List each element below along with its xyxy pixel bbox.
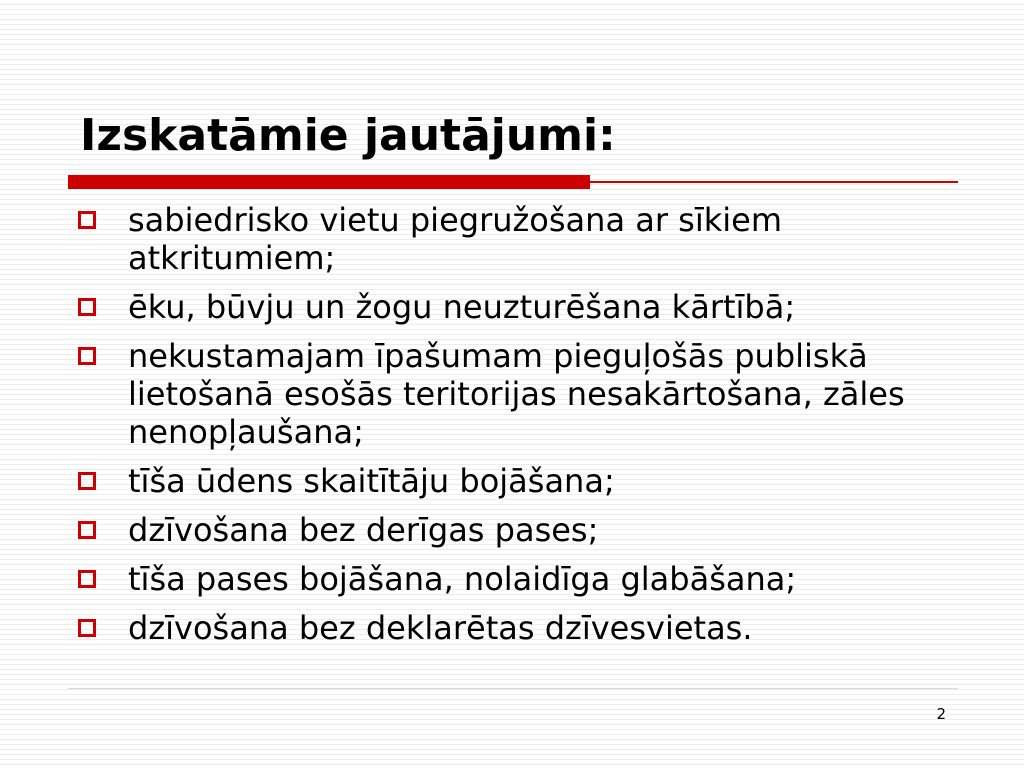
list-item [78, 201, 958, 277]
bullet-text: dzīvošana bez deklarētas dzīvesvietas. [128, 609, 753, 647]
list-item [78, 560, 958, 598]
title-underline [68, 175, 958, 189]
hollow-square-icon [78, 619, 96, 637]
hollow-square-icon [78, 298, 96, 316]
list-item [78, 511, 958, 549]
hollow-square-icon [78, 347, 96, 365]
bullet-text: tīša ūdens skaitītāju bojāšana; [128, 462, 615, 500]
hollow-square-icon [78, 211, 96, 229]
bullet-text: tīša pases bojāšana, nolaidīga glabāšana; [128, 560, 797, 598]
page-number: 2 [936, 705, 946, 723]
title-underline-thin [590, 181, 958, 183]
bullet-text: ēku, būvju un žogu neuzturēšana kārtībā; [128, 288, 796, 326]
title-underline-thick [68, 175, 590, 189]
slide-title: Izskatāmie jautājumi: [80, 110, 616, 161]
list-item [78, 288, 958, 326]
hollow-square-icon [78, 570, 96, 588]
list-item [78, 609, 958, 647]
footer-divider [68, 688, 958, 689]
bullet-text: nekustamajam īpašumam pieguļošās publiskā lietošanā esošās teritorijas nesakārtošana, zāles nenopļaušana; [128, 337, 905, 451]
list-item [78, 462, 958, 500]
hollow-square-icon [78, 521, 96, 539]
bullet-list [78, 201, 958, 658]
hollow-square-icon [78, 472, 96, 490]
list-item [78, 337, 958, 451]
bullet-text: dzīvošana bez derīgas pases; [128, 511, 599, 549]
bullet-text: sabiedrisko vietu piegružošana ar sīkiem atkritumiem; [128, 201, 782, 277]
